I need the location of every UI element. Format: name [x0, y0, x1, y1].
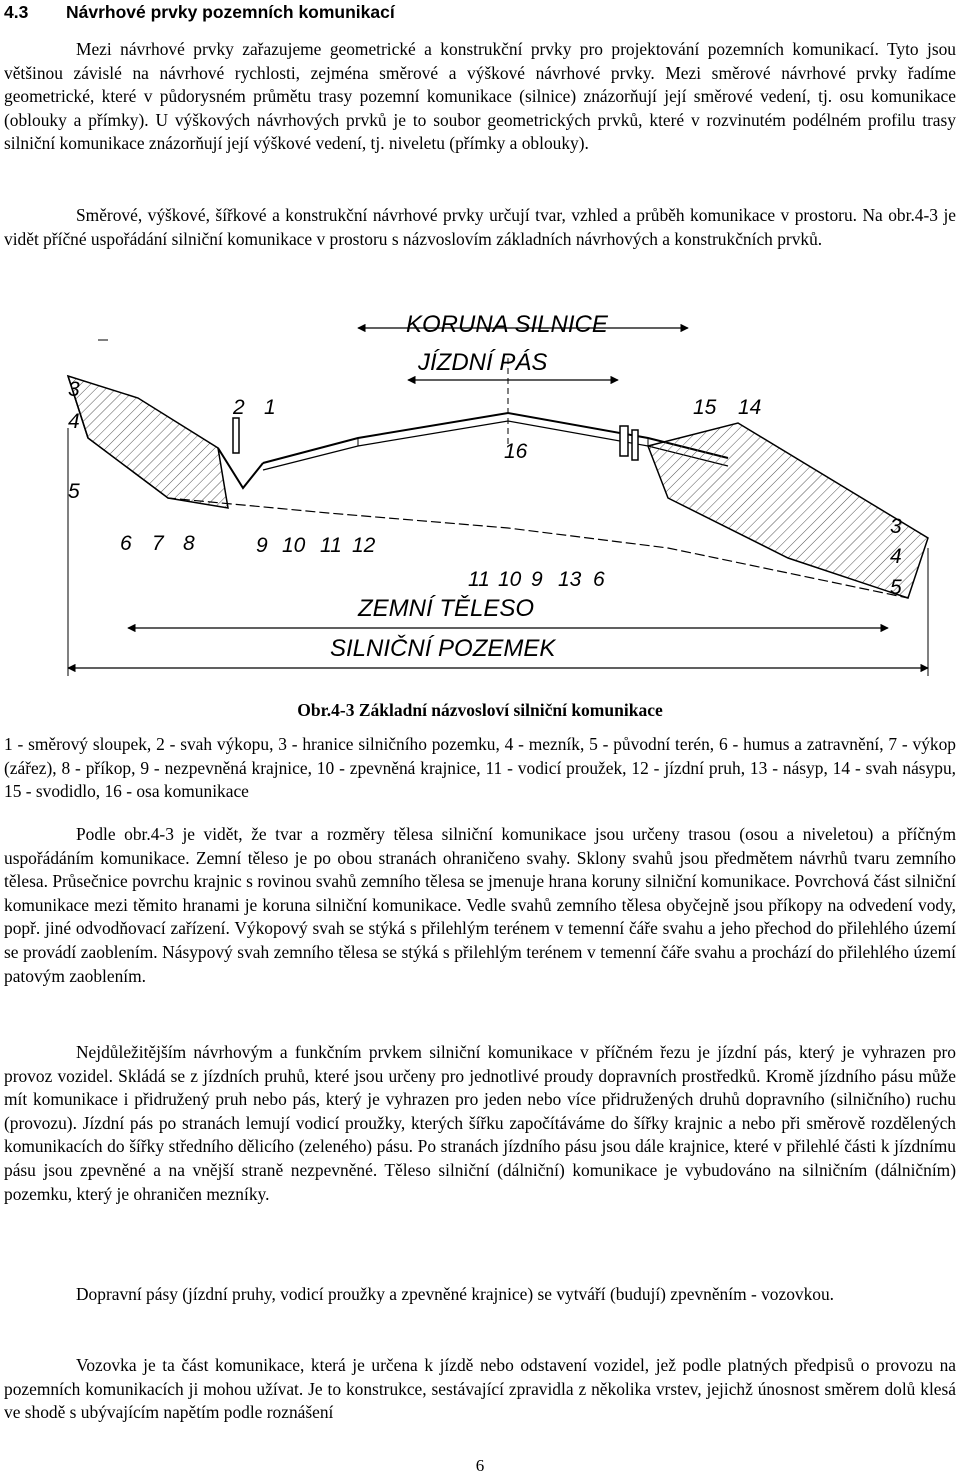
- label-jizdni-pas: JÍZDNÍ PÁS: [418, 349, 548, 376]
- callout-right-4: 4: [890, 545, 902, 568]
- cross-section-drawing: [28, 298, 938, 693]
- callout-12: 12: [352, 534, 376, 557]
- callout-15: 15: [693, 396, 717, 419]
- paragraph-design-elements: Směrové, výškové, šířkové a konstrukční návrhové prvky určují tvar, vzhled a průběh komunikace v prostoru. Na obr.4-3 je vidět příčné uspořádání silniční komunikace v prostoru s názvoslovím základních návrhových a konstrukčních prvků.: [4, 205, 956, 249]
- paragraph-traffic-lanes: Dopravní pásy (jízdní pruhy, vodicí proužky a zpevněné krajnice) se vytváří (budují) zpevněním - vozovkou.: [76, 1284, 835, 1304]
- callout-left-3: 3: [68, 378, 80, 401]
- callout-br-13: 13: [558, 568, 582, 591]
- callout-2: 2: [233, 396, 245, 419]
- callout-br-10: 10: [498, 568, 522, 591]
- road-cross-section-figure: [28, 298, 938, 693]
- callout-br-11: 11: [468, 568, 490, 591]
- section-title: Návrhové prvky pozemních komunikací: [66, 2, 395, 22]
- callout-br-6: 6: [593, 568, 605, 591]
- section-heading: [4, 2, 395, 23]
- callout-16: 16: [504, 440, 528, 463]
- callout-right-3: 3: [890, 515, 902, 538]
- callout-14: 14: [738, 396, 762, 419]
- section-number: 4.3: [4, 2, 29, 22]
- callout-9: 9: [256, 534, 268, 557]
- callout-7: 7: [152, 532, 164, 555]
- left-ditch: [218, 448, 263, 488]
- right-guardrail: [620, 426, 628, 456]
- callout-11: 11: [320, 534, 342, 557]
- left-cut-slope: [68, 376, 228, 508]
- left-guide-post: [233, 418, 239, 453]
- label-silnicni-pozemek: SILNIČNÍ POZEMEK: [330, 635, 556, 662]
- page-number: 6: [475, 1456, 485, 1475]
- callout-left-4: 4: [68, 410, 80, 433]
- callout-br-9: 9: [531, 568, 543, 591]
- callout-6: 6: [120, 532, 132, 555]
- callout-left-5: 5: [68, 480, 80, 503]
- callout-right-5: 5: [890, 576, 902, 599]
- paragraph-carriageway: Nejdůležitějším návrhovým a funkčním prvkem silniční komunikace v příčném řezu je jízdní pás, který je vyhrazen pro provoz vozidel. Skládá se z jízdních pruhů, které jsou určeny pro jednotlivé proudy dopravních prostředků. Kromě jízdního pásu může mít komunikace i přidružený pruh nebo pás, který je vyhrazen pro jeden nebo více přidružených druhů dopravního (silničního) ruchu (provozu). Jízdní pás po stranách lemují vodicí proužky, kterých šířku započítáváme do šířky krajnic a nebo při směrově rozdělených komunikacích do šířky středního dělicího (zeleného) pásu. Po stranách jízdního pásu jsou dále krajnice, které v přilehlé části k jízdnímu pásu jsou zpevněné a na vnější straně nezpevněné. Těleso silniční (dálniční) komunikace je vybudováno na silničním (dálničním) pozemku, který je ohraničen mezníky.: [4, 1042, 956, 1204]
- callout-1: 1: [264, 396, 276, 419]
- right-embankment-slope: [648, 423, 928, 598]
- callout-8: 8: [183, 532, 195, 555]
- paragraph-intro: Mezi návrhové prvky zařazujeme geometrické a konstrukční prvky pro projektování pozemních komunikací. Tyto jsou většinou závislé na návrhové rychlosti, zejména směrové a výškové návrhové prvky. Mezi směrové návrhové prvky řadíme geometrické, které v půdorysném průmětu trasy pozemní komunikace (silnice) znázorňují její směrové vedení, tj. osu komunikace (oblouky a přímky). U výškových návrhových prvků je to soubor geometrických prvků, které v rozvinutém podélném profilu trasy silniční komunikace znázorňují její výškové vedení, tj. niveletu (přímky a oblouky).: [4, 39, 956, 154]
- paragraph-body-shape: Podle obr.4-3 je vidět, že tvar a rozměry tělesa silniční komunikace jsou určeny trasou (osou a niveletou) a příčným uspořádáním komunikace. Zemní těleso je po obou stranách ohraničeno svahy. Sklony svahů jsou předmětem návrhů tvaru zemního tělesa. Průsečnice povrchu krajnic s rovinou svahů zemního tělesa se jmenuje hrana koruny silniční komunikace. Povrchová část silniční komunikace mezi těmito hranami je koruna silniční komunikace. Vedle svahů zemního tělesa obyčejně jsou příkopy na odvedení vody, popř. jiné odvodňovací zařízení. Výkopový svah se stýká s přilehlým terénem v temenní čáře svahu a jeho přechod do přilehlého území se provádí zaoblením. Násypový svah zemního tělesa se stýká s přilehlým terénem v temenní čáře svahu a prochází do přilehlého území patovým zaoblením.: [4, 824, 956, 986]
- figure-caption: Obr.4-3 Základní názvosloví silniční komunikace: [297, 700, 663, 720]
- label-koruna: KORUNA SILNICE: [406, 311, 608, 338]
- figure-legend: 1 - směrový sloupek, 2 - svah výkopu, 3 - hranice silničního pozemku, 4 - mezník, 5 - původní terén, 6 - humus a zatravnění, 7 - výkop (zářez), 8 - příkop, 9 - nezpevněná krajnice, 10 - zpevněná krajnice, 11 - vodicí proužek, 12 - jízdní pruh, 13 - násyp, 14 - svah násypu, 15 - svodidlo, 16 - osa komunikace: [4, 734, 956, 802]
- label-zemni-teleso: ZEMNÍ TĚLESO: [358, 595, 535, 622]
- callout-10: 10: [282, 534, 306, 557]
- paragraph-pavement: Vozovka je ta část komunikace, která je určena k jízdě nebo odstavení vozidel, jež podle platných předpisů o provozu na pozemních komunikacích ji mohou užívat. Je to konstrukce, sestávající zpravidla z několika vrstev, jejichž únosnost směrem dolů klesá ve shodě s ubývajícím napětím podle roznášení: [4, 1355, 956, 1423]
